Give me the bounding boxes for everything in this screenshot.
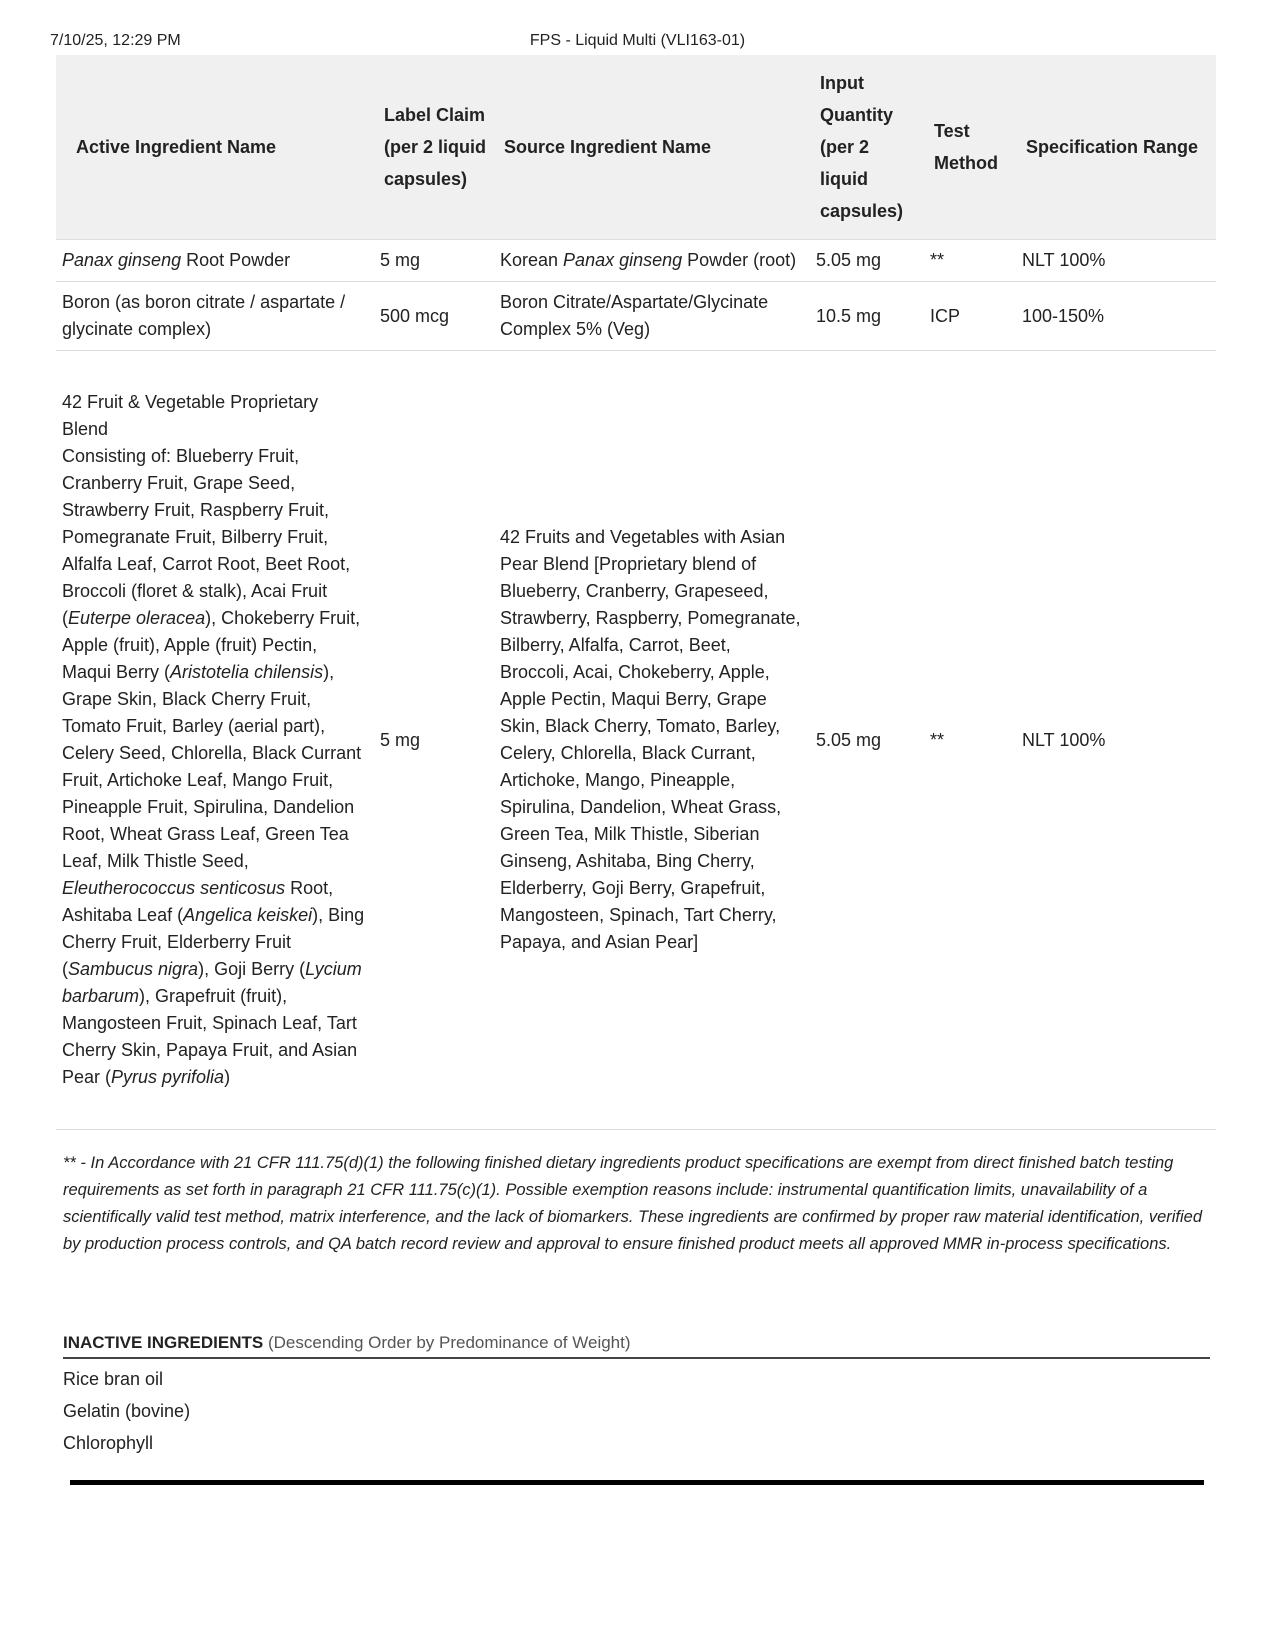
source-ingredient-cell: 42 Fruits and Vegetables with Asian Pear Blend [Proprietary blend of Blueberry, Cranberry, Grapeseed, Strawberry, Raspberry, Pomegranate, Bilberry, Alfalfa, Carrot, Beet, Broccoli, Acai, Chokeberry, Apple, Apple Pectin, Maqui Berry, Grape Skin, Black Cherry, Tomato, Barley, Celery, Chlorella, Black Currant, Artichoke, Mango, Pineapple, Spirulina, Dandelion, Wheat Grass, Green Tea, Milk Thistle, Siberian Ginseng, Ashitaba, Bing Cherry, Elderberry, Goji Berry, Grapefruit, Mangosteen, Spinach, Tart Cherry, Papaya, and Asian Pear] [494, 351, 810, 1130]
label-claim-cell: 5 mg [374, 240, 494, 282]
active-ingredient-cell: Panax ginseng Root Powder [56, 240, 374, 282]
input-quantity-cell: 10.5 mg [810, 282, 924, 351]
col-source-ingredient: Source Ingredient Name [494, 55, 810, 240]
table-header-row [56, 55, 1216, 240]
active-ingredient-cell: 42 Fruit & Vegetable Proprietary Blend Consisting of: Blueberry Fruit, Cranberry Fruit, Grape Seed, Strawberry Fruit, Raspberry Fruit, Pomegranate Fruit, Bilberry Fruit, Alfalfa Leaf, Carrot Root, Beet Root, Broccoli (floret & stalk), Acai Fruit (Euterpe oleracea), Chokeberry Fruit, Apple (fruit), Apple (fruit) Pectin, Maqui Berry (Aristotelia chilensis), Grape Skin, Black Cherry Fruit, Tomato Fruit, Barley (aerial part), Celery Seed, Chlorella, Black Currant Fruit, Artichoke Leaf, Mango Fruit, Pineapple Fruit, Spirulina, Dandelion Root, Wheat Grass Leaf, Green Tea Leaf, Milk Thistle Seed, Eleutherococcus senticosus Root, Ashitaba Leaf (Angelica keiskei), Bing Cherry Fruit, Elderberry Fruit (Sambucus nigra), Goji Berry (Lycium barbarum), Grapefruit (fruit), Mangosteen Fruit, Spinach Leaf, Tart Cherry Skin, Papaya Fruit, and Asian Pear (Pyrus pyrifolia) [56, 351, 374, 1130]
document-title: FPS - Liquid Multi (VLI163-01) [529, 32, 746, 49]
source-ingredient-cell: Boron Citrate/Aspartate/Glycinate Complex 5% (Veg) [494, 282, 810, 351]
col-input-quantity: Input Quantity (per 2 liquid capsules) [810, 55, 924, 240]
print-timestamp: 7/10/25, 12:29 PM [50, 32, 181, 49]
input-quantity-cell: 5.05 mg [810, 240, 924, 282]
inactive-ingredients-section [63, 1333, 1210, 1459]
col-active-ingredient: Active Ingredient Name [56, 55, 374, 240]
exemption-footnote: ** - In Accordance with 21 CFR 111.75(d)(1) the following finished dietary ingredients product specifications are exempt from direct finished batch testing requirements as set forth in paragraph 21 CFR 111.75(c)(1). Possible exemption reasons include: instrumental quantification limits, unavailability of a scientifically valid test method, matrix interference, and the lack of biomarkers. These ingredients are confirmed by proper raw material identification, verified by production process controls, and QA batch record review and approval to ensure finished product meets all approved MMR in-process specifications. [63, 1154, 1203, 1253]
source-ingredient-cell: Korean Panax ginseng Powder (root) [494, 240, 810, 282]
label-claim-cell: 500 mcg [374, 282, 494, 351]
spec-range-cell: NLT 100% [1016, 240, 1216, 282]
table-row [56, 351, 1216, 1130]
inactive-ingredient-item: Rice bran oil [63, 1369, 164, 1389]
test-method-cell: ICP [924, 282, 1016, 351]
table-row [56, 240, 1216, 282]
col-spec-range: Specification Range [1016, 55, 1216, 240]
test-method-cell: ** [924, 351, 1016, 1130]
spec-range-cell: NLT 100% [1016, 351, 1216, 1130]
table-row [56, 282, 1216, 351]
inactive-ingredient-item: Chlorophyll [63, 1433, 154, 1453]
inactive-ingredients-heading: INACTIVE INGREDIENTS (Descending Order by Predominance of Weight) [63, 1333, 1210, 1359]
test-method-cell: ** [924, 240, 1016, 282]
label-claim-cell: 5 mg [374, 351, 494, 1130]
ingredient-spec-table [56, 55, 1216, 1130]
active-ingredient-cell: Boron (as boron citrate / aspartate / glycinate complex) [56, 282, 374, 351]
col-label-claim: Label Claim (per 2 liquid capsules) [374, 55, 494, 240]
col-test-method: Test Method [924, 55, 1016, 240]
section-divider-bar [70, 1480, 1204, 1485]
inactive-ingredient-item: Gelatin (bovine) [63, 1401, 191, 1421]
spec-range-cell: 100-150% [1016, 282, 1216, 351]
input-quantity-cell: 5.05 mg [810, 351, 924, 1130]
